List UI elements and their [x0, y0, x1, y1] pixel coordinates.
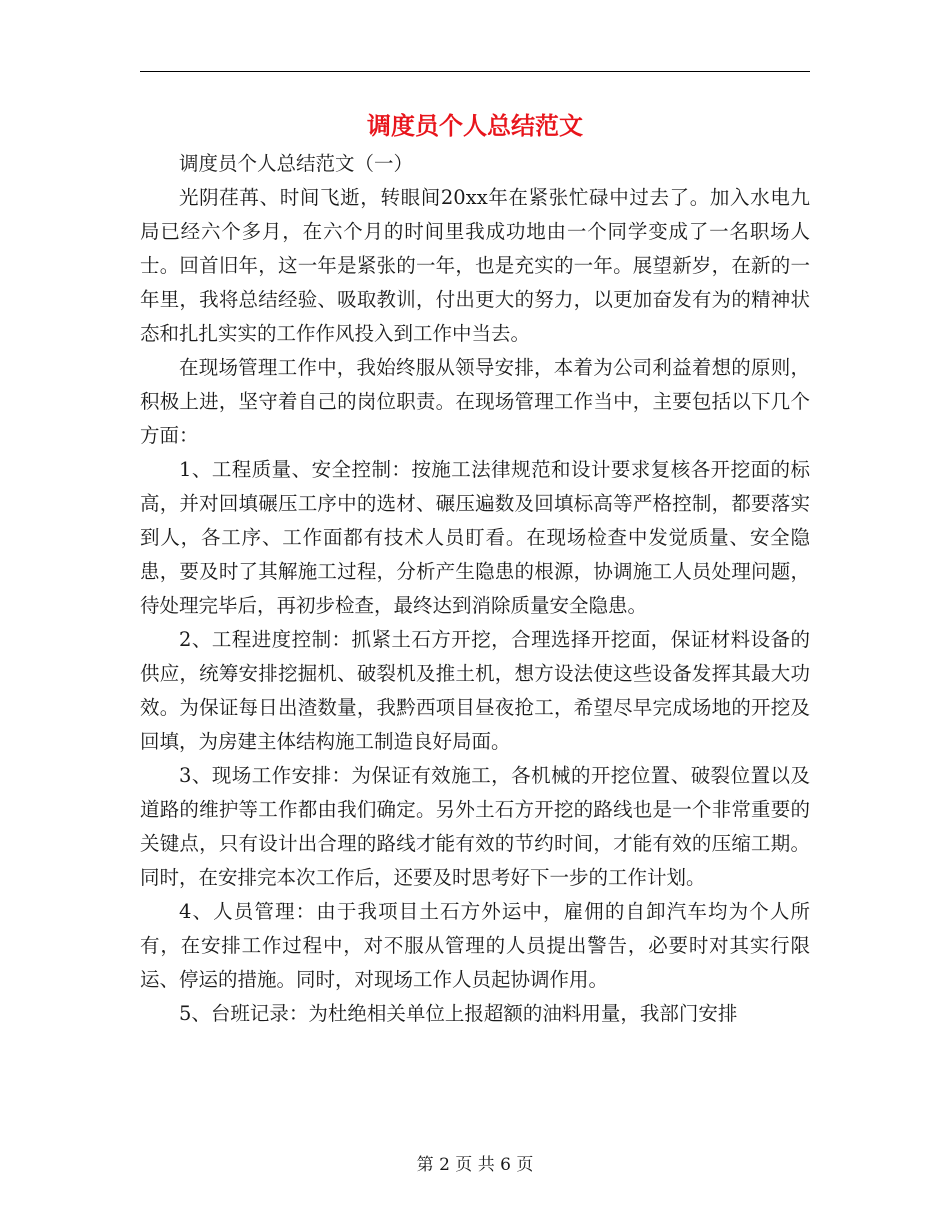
paragraph-work-arrangement: 3、现场工作安排：为保证有效施工，各机械的开挖位置、破裂位置以及道路的维护等工作都由我们确定。另外土石方开挖的路线也是一个非常重要的关键点，只有设计出合理的路线才能有效的节约时间，才能有效的压缩工期。同时，在安排完本次工作后，还要及时思考好下一步的工作计划。 [140, 764, 810, 889]
page-number: 第 2 页 共 6 页 [416, 1155, 534, 1175]
document-title: 调度员个人总结范文 [367, 111, 583, 140]
paragraph-personnel: 4、人员管理：由于我项目土石方外运中，雇佣的自卸汽车均为个人所有，在安排工作过程中，对不服从管理的人员提出警告，必要时对其实行限运、停运的措施。同时，对现场工作人员起协调作用。 [140, 900, 810, 991]
paragraph-progress-control: 2、工程进度控制：抓紧土石方开挖，合理选择开挖面，保证材料设备的供应，统筹安排挖掘机、破裂机及推土机，想方设法使这些设备发挥其最大功效。为保证每日出渣数量，我黔西项目昼夜抢工，希望尽早完成场地的开挖及回填，为房建主体结构施工制造良好局面。 [140, 628, 810, 753]
section-heading: 调度员个人总结范文（一） [179, 152, 414, 175]
paragraph-intro: 光阴荏苒、时间飞逝，转眼间20xx年在紧张忙碌中过去了。加入水电九局已经六个多月，在六个月的时间里我成功地由一个同学变成了一名职场人士。回首旧年，这一年是紧张的一年，也是充实的一年。展望新岁，在新的一年里，我将总结经验、吸取教训，付出更大的努力，以更加奋发有为的精神状态和扎扎实实的工作作风投入到工作中当去。 [140, 186, 810, 345]
header-rule [140, 71, 810, 72]
paragraph-quality-safety: 1、工程质量、安全控制：按施工法律规范和设计要求复核各开挖面的标高，并对回填碾压工序中的选材、碾压遍数及回填标高等严格控制，都要落实到人，各工序、工作面都有技术人员盯看。在现场检查中发觉质量、安全隐患，要及时了其解施工过程，分析产生隐患的根源，协调施工人员处理问题，待处理完毕后，再初步检查，最终达到消除质量安全隐患。 [140, 458, 810, 617]
paragraph-site-management: 在现场管理工作中，我始终服从领导安排，本着为公司利益着想的原则，积极上进，坚守着自己的岗位职责。在现场管理工作当中，主要包括以下几个方面： [140, 356, 810, 447]
paragraph-shift-record: 5、台班记录：为杜绝相关单位上报超额的油料用量，我部门安排 [179, 1002, 738, 1025]
document-body [140, 147, 810, 1031]
